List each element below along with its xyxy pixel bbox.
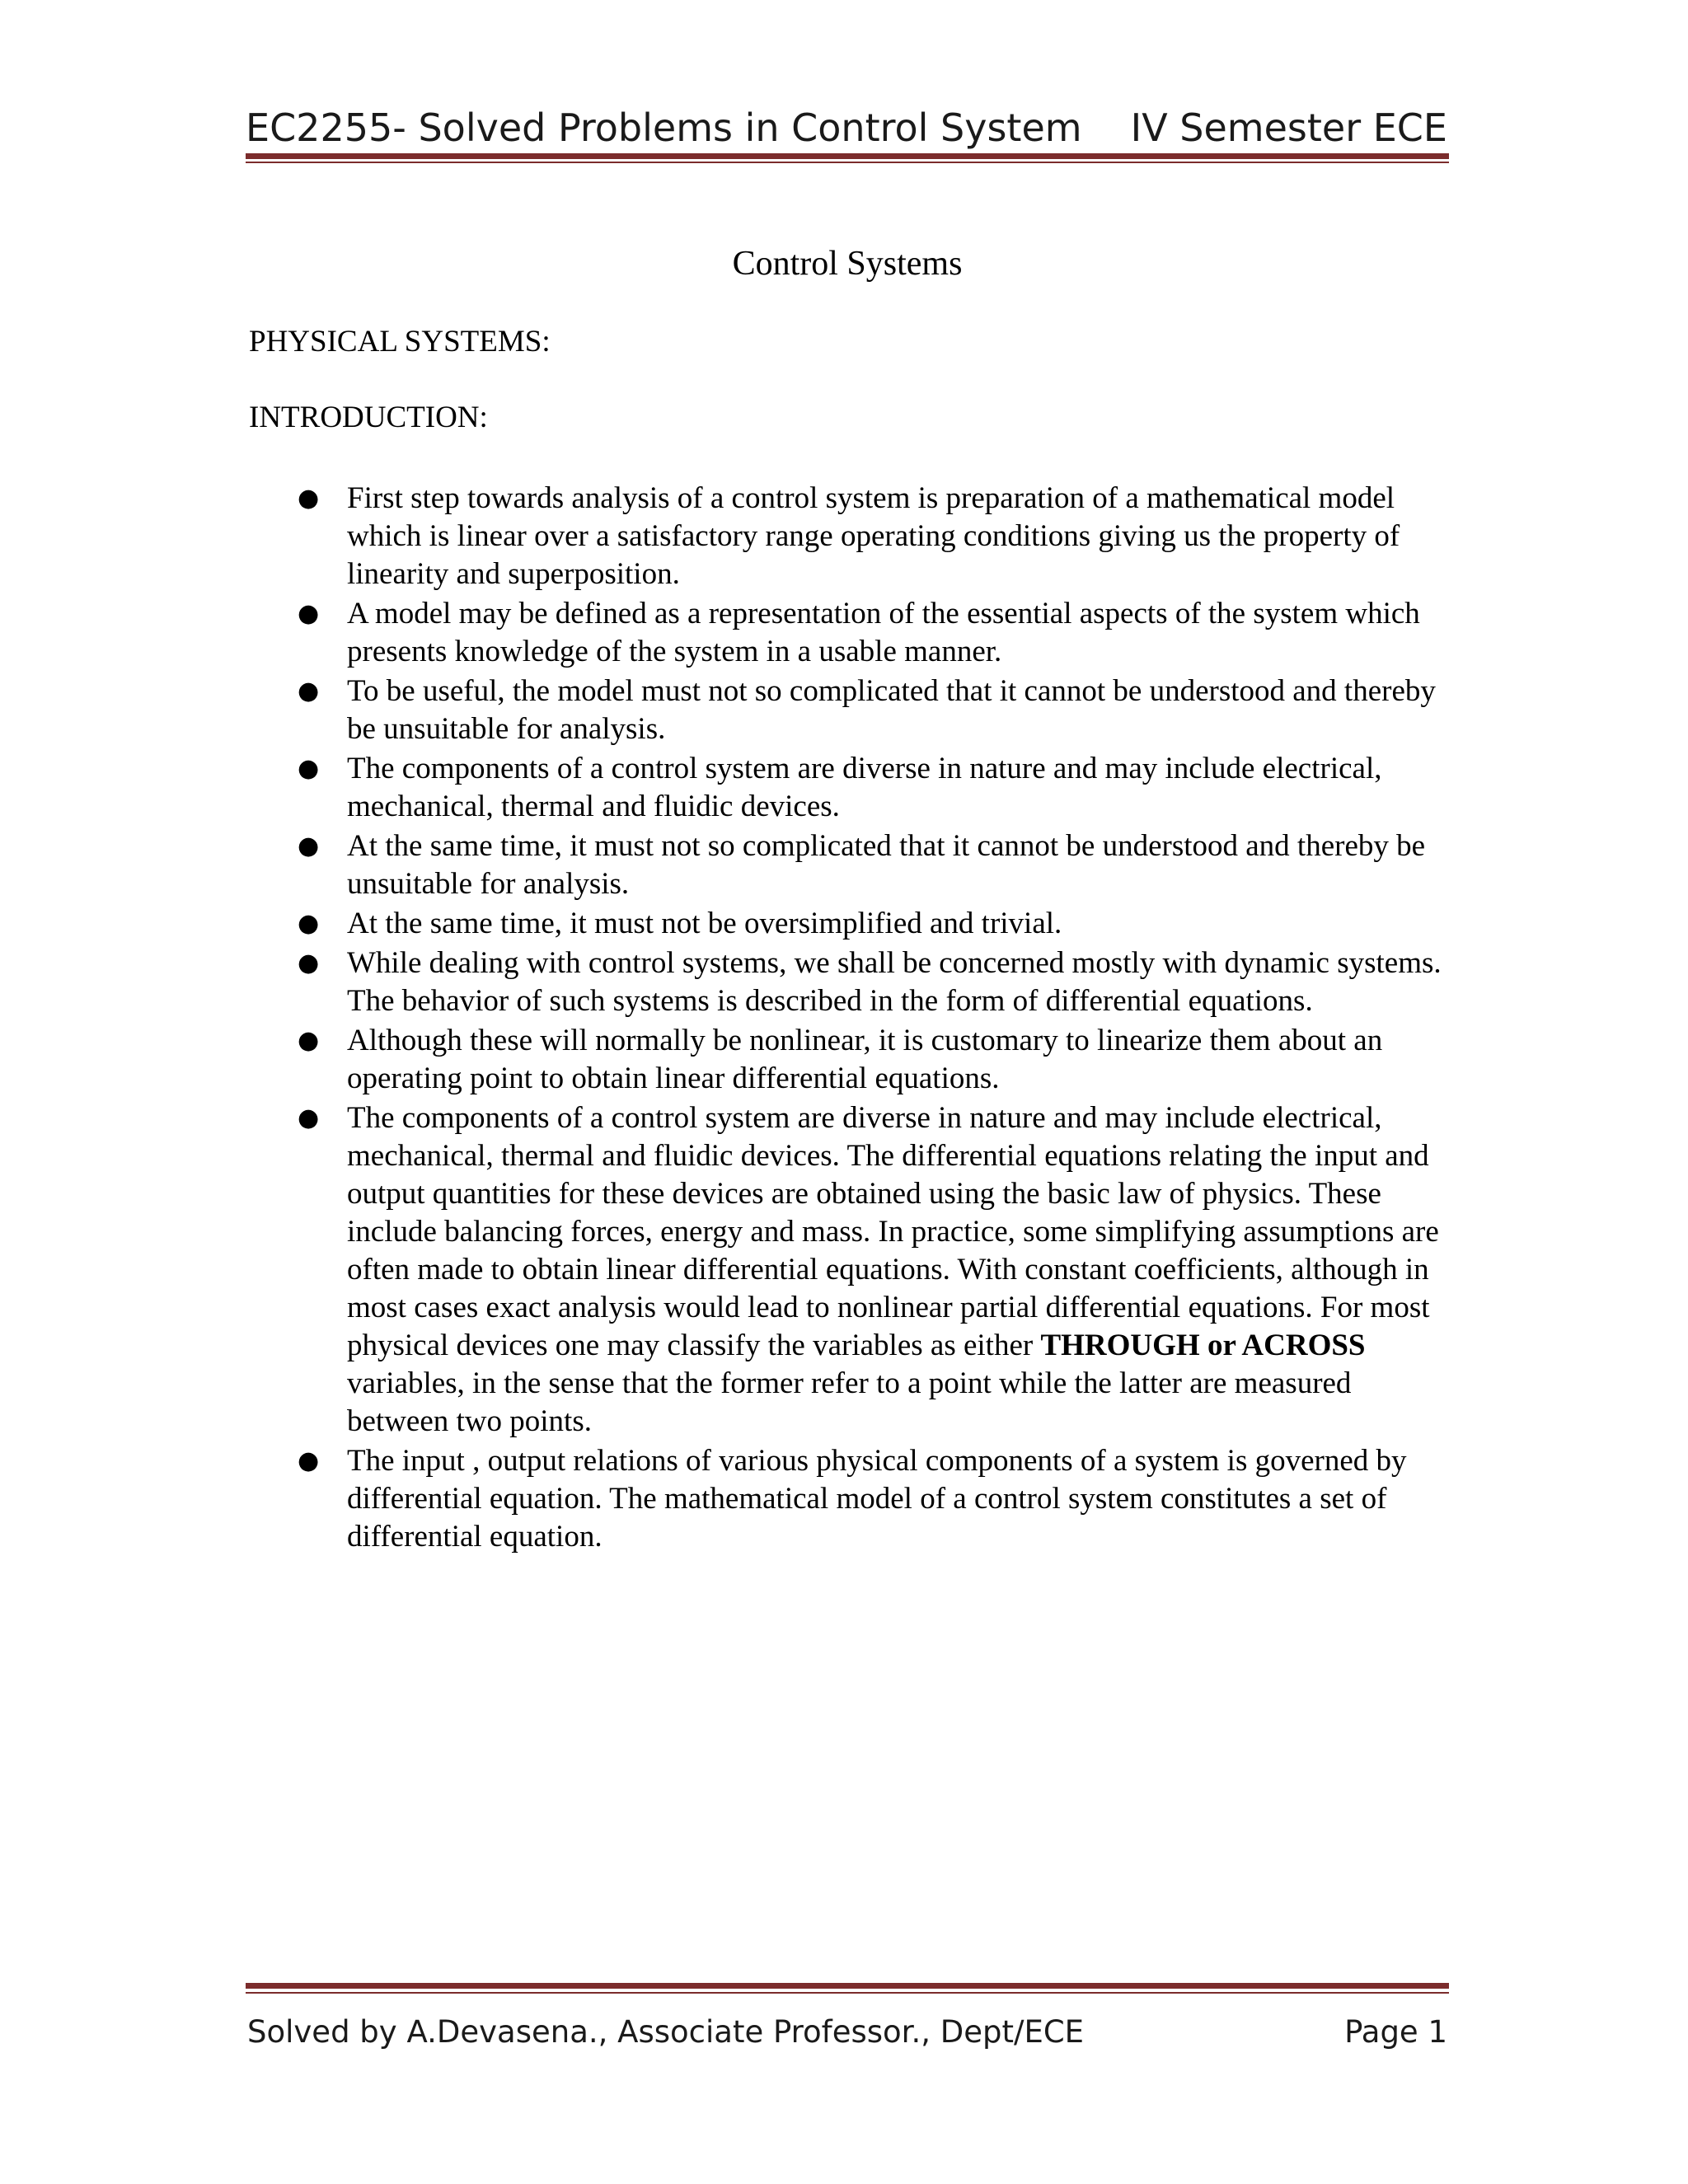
bullet-icon: ● bbox=[298, 1446, 320, 1475]
section-heading-physical-systems: PHYSICAL SYSTEMS: bbox=[249, 325, 551, 359]
list-item bbox=[249, 750, 1452, 826]
page-footer bbox=[246, 2008, 1449, 2057]
list-item bbox=[249, 673, 1452, 748]
header-course-title: EC2255- Solved Problems in Control System bbox=[246, 105, 1082, 150]
bullet-icon: ● bbox=[298, 754, 320, 783]
bullet-icon: ● bbox=[298, 599, 320, 628]
list-item bbox=[249, 595, 1452, 671]
footer-rule-thick bbox=[246, 1983, 1449, 1989]
list-item bbox=[249, 1442, 1452, 1556]
bullet-text: The components of a control system are diverse in nature and may include electrical, mechanical, thermal and fluidic devices. The differential equations relating the input and output quantities for these devices are obtained using the basic law of physics. These include balancing forces, energy and mass. In practice, some simplifying assumptions are often made to obtain linear differential equations. With constant coefficients, although in most cases exact analysis would lead to nonlinear partial differential equations. For most physical devices one may classify the variables as either bbox=[347, 1101, 1439, 1362]
bullet-icon: ● bbox=[298, 909, 320, 938]
list-item bbox=[249, 1022, 1452, 1098]
header-rule-thin bbox=[246, 162, 1449, 163]
footer-author: Solved by A.Devasena., Associate Professor., Dept/ECE bbox=[247, 2014, 1085, 2050]
bullet-text: At the same time, it must not be oversimplified and trivial. bbox=[347, 907, 1062, 940]
bullet-text: The input , output relations of various physical components of a system is governed by differential equation. The mathematical model of a control system constitutes a set of differential equation. bbox=[347, 1444, 1407, 1554]
bullet-text: While dealing with control systems, we shall be concerned mostly with dynamic systems. The behavior of such systems is described in the form of differential equations. bbox=[347, 946, 1442, 1018]
header-semester: IV Semester ECE bbox=[1130, 105, 1447, 150]
footer-page-number: Page 1 bbox=[1344, 2014, 1447, 2050]
bullet-text: A model may be defined as a representation of the essential aspects of the system which presents knowledge of the system in a usable manner. bbox=[347, 597, 1420, 668]
list-item bbox=[249, 1099, 1452, 1441]
bullet-text: To be useful, the model must not so complicated that it cannot be understood and thereby be unsuitable for analysis. bbox=[347, 674, 1436, 746]
list-item bbox=[249, 905, 1452, 943]
bullet-text-emphasis: THROUGH or ACROSS bbox=[1040, 1329, 1366, 1362]
bullet-text: At the same time, it must not so complicated that it cannot be understood and thereby be unsuitable for analysis. bbox=[347, 829, 1426, 901]
introduction-bullet-list bbox=[249, 480, 1452, 1558]
bullet-icon: ● bbox=[298, 484, 320, 513]
footer-rule-thin bbox=[246, 1992, 1449, 1994]
bullet-icon: ● bbox=[298, 949, 320, 977]
bullet-text-continued: variables, in the sense that the former refer to a point while the latter are measured between two points. bbox=[347, 1366, 1352, 1438]
bullet-icon: ● bbox=[298, 832, 320, 860]
header-rule-thick bbox=[246, 153, 1449, 159]
section-heading-introduction: INTRODUCTION: bbox=[249, 401, 488, 434]
list-item bbox=[249, 480, 1452, 593]
list-item bbox=[249, 944, 1452, 1020]
bullet-icon: ● bbox=[298, 1026, 320, 1055]
bullet-icon: ● bbox=[298, 1104, 320, 1132]
page-header bbox=[246, 99, 1449, 157]
bullet-icon: ● bbox=[298, 677, 320, 705]
bullet-text: The components of a control system are diverse in nature and may include electrical, mechanical, thermal and fluidic devices. bbox=[347, 752, 1382, 823]
list-item bbox=[249, 827, 1452, 903]
bullet-text: Although these will normally be nonlinear, it is customary to linearize them about an operating point to obtain linear differential equations. bbox=[347, 1024, 1383, 1095]
document-title: Control Systems bbox=[732, 245, 963, 283]
bullet-text: First step towards analysis of a control system is preparation of a mathematical model which is linear over a satisfactory range operating conditions giving us the property of linearity and superposition. bbox=[347, 481, 1400, 591]
